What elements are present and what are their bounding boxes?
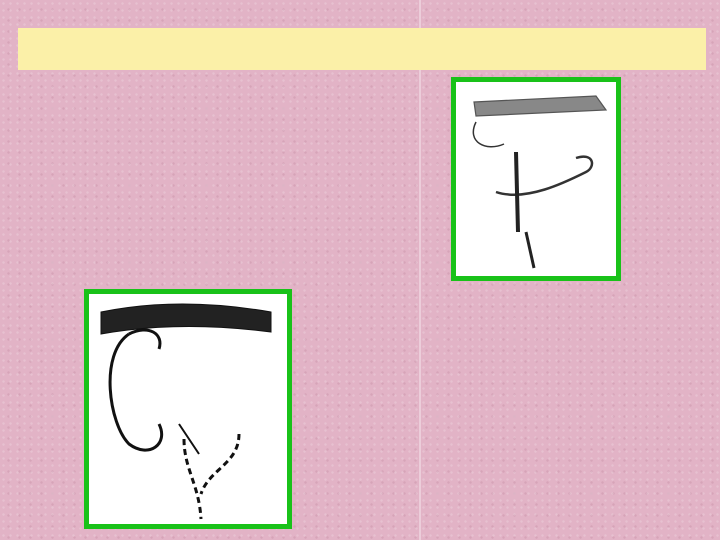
embroidery-illustration-top [451,77,621,281]
embroidery-illustration-bottom [84,289,292,529]
background-divider [419,0,421,540]
butterfly-banner [18,28,706,70]
satin-stitch-drawing-top [456,82,616,276]
satin-stitch-drawing-bottom [89,294,287,524]
